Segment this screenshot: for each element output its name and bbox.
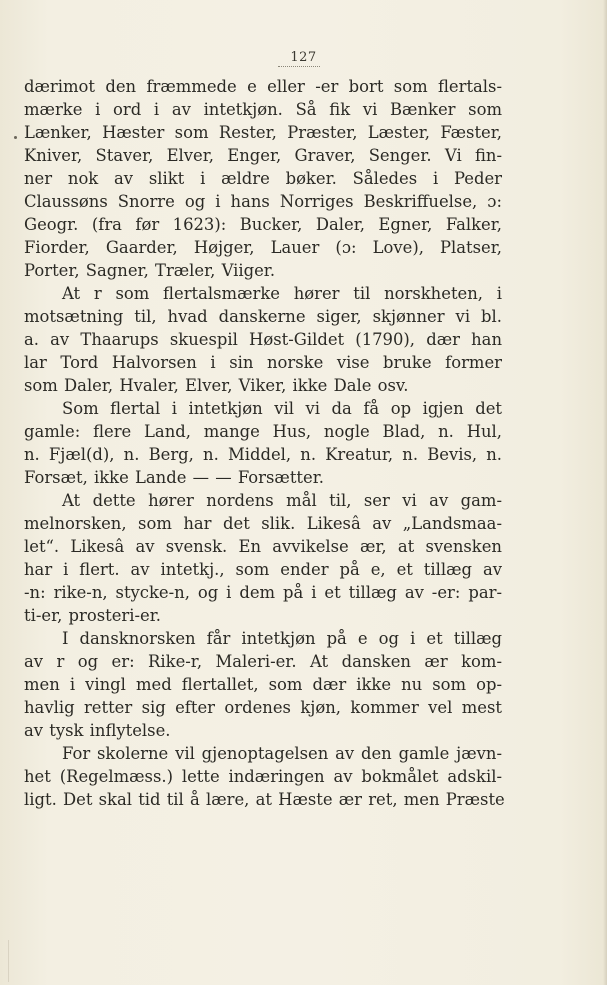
text-line: dærimot den fræmmede e eller -er bort som flertals-	[24, 77, 502, 96]
text-line: n. Fjæl(d), n. Berg, n. Middel, n. Kreatur, n. Bevis, n.	[24, 445, 502, 464]
body-text	[24, 75, 505, 811]
text-line: Fiorder, Gaarder, Højger, Lauer (ɔ: Love), Platser,	[24, 238, 502, 257]
text-line: Som flertal i intetkjøn vil vi da få op igjen det	[62, 399, 502, 418]
text-line: ligt. Det skal tid til å lære, at Hæste ær ret, men Præste	[24, 790, 505, 809]
text-line: Geogr. (fra før 1623): Bucker, Daler, Egner, Falker,	[24, 215, 502, 234]
text-line: av r og er: Rike-r, Maleri-er. At dansken ær kom-	[24, 652, 502, 671]
text-line: I dansknorsken får intetkjøn på e og i et tillæg	[62, 629, 502, 648]
text-line: har i flert. av intetkj., som ender på e, et tillæg av	[24, 560, 502, 579]
text-line: Porter, Sagner, Træler, Viiger.	[24, 261, 276, 280]
text-line: Forsæt, ikke Lande — — Forsætter.	[24, 468, 324, 487]
text-line: Claussøns Snorre og i hans Norriges Beskriffuelse, ɔ:	[24, 192, 502, 211]
text-line: melnorsken, som har det slik. Likesâ av „Landsmaa-	[24, 514, 502, 533]
text-line: het (Regelmæss.) lette indæringen av bokmålet adskil-	[24, 767, 502, 786]
text-line: lar Tord Halvorsen i sin norske vise bruke former	[24, 353, 502, 372]
text-line: At r som flertalsmærke hører til norskheten, i	[62, 284, 502, 303]
text-line: ti-er, prosteri-er.	[24, 606, 161, 625]
text-line: motsætning til, hvad danskerne siger, skjønner vi bl.	[24, 307, 502, 326]
text-line: som Daler, Hvaler, Elver, Viker, ikke Dale osv.	[24, 376, 409, 395]
text-line: For skolerne vil gjenoptagelsen av den gamle jævn-	[62, 744, 502, 763]
binding-edge	[0, 940, 9, 982]
page-edge-shadow	[603, 0, 607, 985]
text-line: gamle: flere Land, mange Hus, nogle Blad, n. Hul,	[24, 422, 502, 441]
text-line: At dette hører nordens mål til, ser vi av gam-	[62, 491, 502, 510]
text-line: let“. Likesâ av svensk. En avvikelse ær, at svensken	[24, 537, 502, 556]
text-line: av tysk inflytelse.	[24, 721, 171, 740]
text-line: havlig retter sig efter ordenes kjøn, kommer vel mest	[24, 698, 502, 717]
page-number: 127	[290, 50, 317, 65]
text-line: men i vingl med flertallet, som dær ikke nu som op-	[24, 675, 502, 694]
text-line: Lænker, Hæster som Rester, Præster, Læster, Fæster,	[24, 123, 502, 142]
text-line: mærke i ord i av intetkjøn. Så fik vi Bænker som	[24, 100, 502, 119]
margin-mark	[14, 136, 17, 139]
text-line: -n: rike-n, stycke-n, og i dem på i et tillæg av -er: par-	[24, 583, 502, 602]
text-line: ner nok av slikt i ældre bøker. Således i Peder	[24, 169, 502, 188]
page-number-underline	[278, 66, 320, 67]
text-line: a. av Thaarups skuespil Høst-Gildet (1790), dær han	[24, 330, 502, 349]
text-line: Kniver, Staver, Elver, Enger, Graver, Senger. Vi fin-	[24, 146, 502, 165]
